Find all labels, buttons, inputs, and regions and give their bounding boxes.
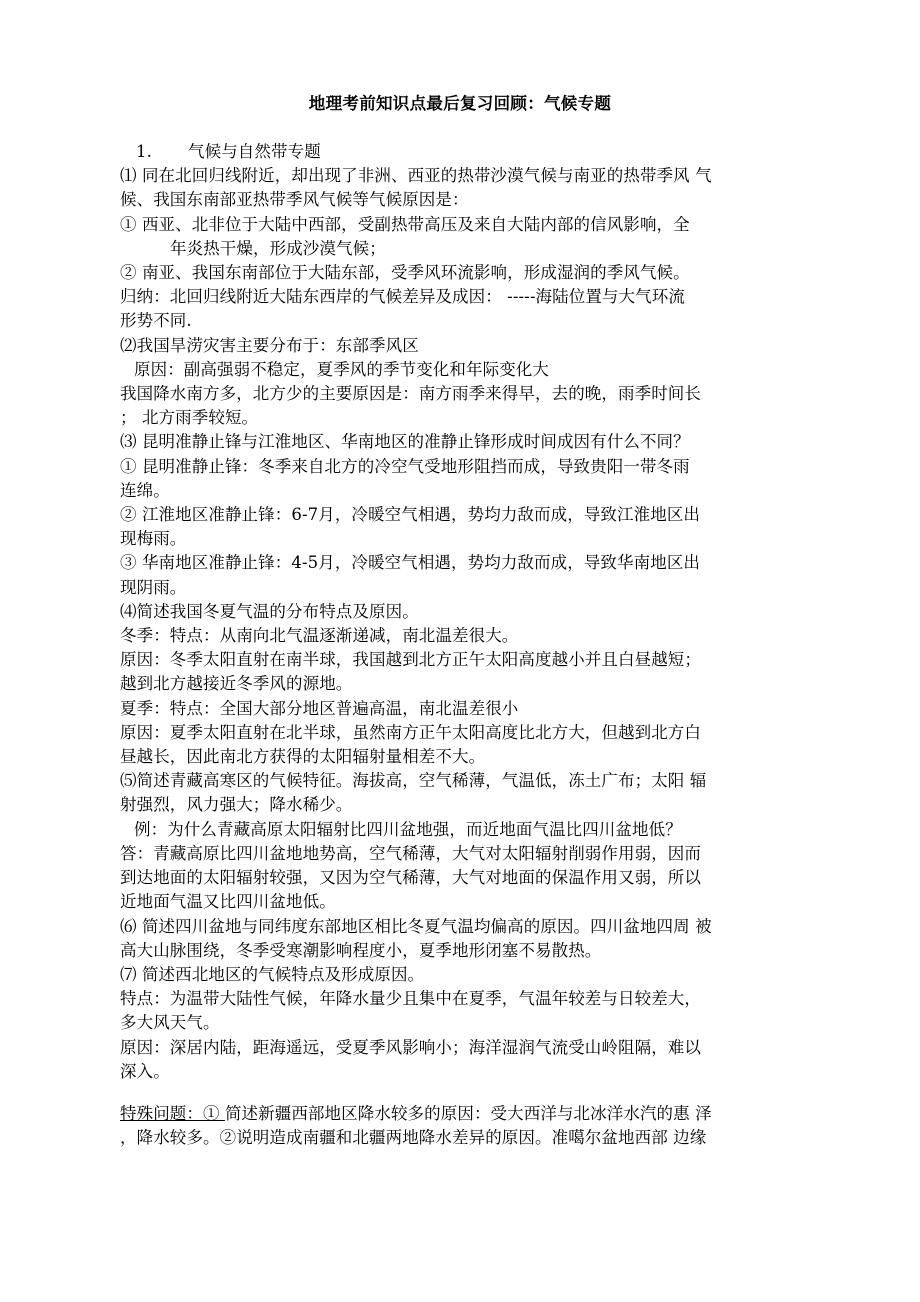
body-line: 原因：夏季太阳直射在北半球，虽然南方正午太阳高度比北方大，但越到北方白: [120, 722, 701, 742]
section-heading: [120, 140, 810, 164]
body-line: ① 昆明准静止锋：冬季来自北方的冷空气受地形阻挡而成，导致贵阳一带冬雨: [120, 456, 690, 476]
body-line: 连绵。: [120, 480, 170, 500]
body-line: 候、我国东南部亚热带季风气候等气候原因是：: [120, 190, 469, 210]
body-line: ① 西亚、北非位于大陆中西部，受副热带高压及来自大陆内部的信风影响，全: [120, 214, 690, 234]
body-line: ⑵我国旱涝灾害主要分布于：东部季风区: [120, 335, 419, 355]
body-line: ③ 华南地区准静止锋：4-5月，冷暖空气相遇，势均力敌而成，导致华南地区出: [120, 553, 701, 573]
body-line: 归纳：北回归线附近大陆东西岸的气候差异及成因： -----海陆位置与大气环流: [120, 287, 685, 307]
body-line: 到达地面的太阳辐射较强，又因为空气稀薄，大气对地面的保温作用又弱，所以: [120, 868, 701, 888]
body-line: 形势不同.: [120, 311, 192, 331]
section-title: 气候与自然带专题: [188, 142, 321, 161]
body-line: 例：为什么青藏高原太阳辐射比四川盆地强，而近地面气温比四川盆地低？: [134, 819, 682, 839]
body-line: 深入。: [120, 1061, 170, 1081]
section-number: 1.: [136, 142, 152, 161]
body-line: ⑸简述青藏高寒区的气候特征。海拔高，空气稀薄，气温低，冻土广布；太阳 辐: [120, 771, 707, 791]
body-line: 现阴雨。: [120, 577, 187, 597]
body-line: 原因：深居内陆，距海遥远，受夏季风影响小；海洋湿润气流受山岭阻隔，难以: [120, 1037, 701, 1057]
body-line: ② 南亚、我国东南部位于大陆东部，受季风环流影响，形成湿润的季风气候。: [120, 263, 690, 283]
body-line: 高大山脉围绕，冬季受寒潮影响程度小，夏季地形闭塞不易散热。: [120, 940, 602, 960]
body-line: 原因：副高强弱不稳定，夏季风的季节变化和年际变化大: [134, 359, 549, 379]
body-line: 年炎热干燥，形成沙漠气候；: [170, 238, 386, 258]
body-line: 昼越长，因此南北方获得的太阳辐射量相差不大。: [120, 747, 486, 767]
body-line: 答：青藏高原比四川盆地地势高，空气稀薄，大气对太阳辐射削弱作用弱，因而: [120, 843, 701, 863]
body-line: 夏季：特点：全国大部分地区普遍高温，南北温差很小: [120, 698, 519, 718]
body-line: ⑴ 同在北回归线附近，却出现了非洲、西亚的热带沙漠气候与南亚的热带季风 气: [120, 166, 712, 186]
body-line: 我国降水南方多，北方少的主要原因是：南方雨季来得早，去的晚，雨季时间长: [120, 384, 701, 404]
body-line: 射强烈，风力强大；降水稀少。: [120, 795, 353, 815]
body-line: ⑹ 简述四川盆地与同纬度东部地区相比冬夏气温均偏高的原因。四川盆地四周 被: [120, 916, 712, 936]
body-line: 越到北方越接近冬季风的源地。: [120, 674, 353, 694]
body-line: ⑶ 昆明准静止锋与江淮地区、华南地区的准静止锋形成时间成因有什么不同？: [120, 432, 690, 452]
body-line: ⑷简述我国冬夏气温的分布特点及原因。: [120, 601, 419, 621]
special-question-line-1: [120, 1102, 810, 1126]
body-line: ； 北方雨季较短。: [120, 408, 259, 428]
special-question-label: 特殊问题：①: [120, 1103, 225, 1123]
body-line: 近地面气温又比四川盆地低。: [120, 892, 336, 912]
body-line: 原因：冬季太阳直射在南半球，我国越到北方正午太阳高度越小并且白昼越短；: [120, 650, 701, 670]
body-line: 特点：为温带大陆性气候，年降水量少且集中在夏季，气温年较差与日较差大，: [120, 989, 701, 1009]
page-title: 地理考前知识点最后复习回顾：气候专题: [308, 94, 612, 113]
body-line: ⑺ 简述西北地区的气候特点及形成原因。: [120, 964, 425, 984]
body-line: 冬季：特点：从南向北气温逐渐递减，南北温差很大。: [120, 626, 519, 646]
body-line: 现梅雨。: [120, 529, 187, 549]
special-question-line-2: ，降水较多。②说明造成南疆和北疆两地降水差异的原因。准噶尔盆地西部 边缘: [120, 1128, 707, 1148]
body-line: ② 江淮地区准静止锋：6-7月，冷暖空气相遇，势均力敌而成，导致江淮地区出: [120, 505, 701, 525]
special-question-text: 简述新疆西部地区降水较多的原因：受大西洋与北冰洋水汽的惠 泽: [224, 1103, 712, 1123]
document-body: [120, 140, 810, 1150]
body-line: 多大风天气。: [120, 1013, 220, 1033]
